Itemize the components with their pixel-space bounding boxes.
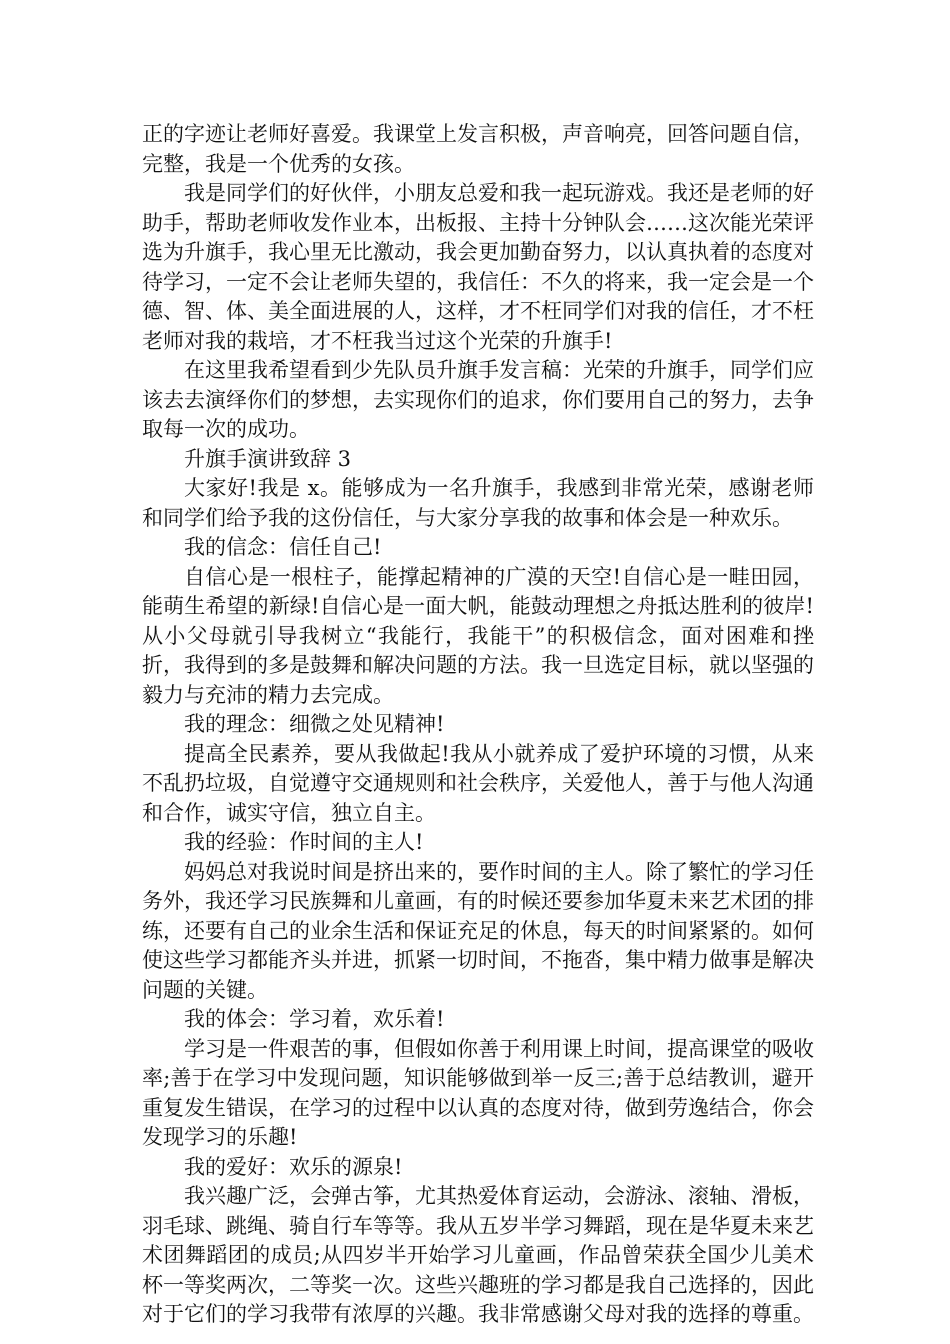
paragraph-hope: 在这里我希望看到少先队员升旗手发言稿：光荣的升旗手，同学们应该去去演绎你们的梦想，去实现你们的追求，你们要用自己的努力，去争取每一次的成功。 bbox=[142, 358, 814, 441]
paragraph-time: 妈妈总对我说时间是挤出来的，要作时间的主人。除了繁忙的学习任务外，我还学习民族舞和儿童画，有的时候还要参加华夏未来艺术团的排练，还要有自己的业余生活和保证充足的休息，每天的时间紧紧的。如何使这些学习都能齐头并进，抓紧一切时间，不拖沓，集中精力做事是解决问题的关键。 bbox=[142, 859, 814, 1002]
subheading-insight: 我的体会：学习着，欢乐着! bbox=[184, 1007, 445, 1031]
paragraph-confidence: 自信心是一根柱子，能撑起精神的广漠的天空!自信心是一畦田园，能萌生希望的新绿!自信心是一面大帆，能鼓动理想之舟抵达胜利的彼岸!从小父母就引导我树立“我能行，我能干”的积极信念，面对困难和挫折，我得到的多是鼓舞和解决问题的方法。我一旦选定目标，就以坚强的毅力与充沛的精力去完成。 bbox=[142, 564, 814, 707]
paragraph-quality: 提高全民素养，要从我做起!我从小就养成了爱护环境的习惯，从来不乱扔垃圾，自觉遵守交通规则和社会秩序，关爱他人，善于与他人沟通和合作，诚实守信，独立自主。 bbox=[142, 741, 814, 825]
paragraph-continuation: 正的字迹让老师好喜爱。我课堂上发言积极，声音响亮，回答问题自信，完整，我是一个优秀的女孩。 bbox=[142, 122, 814, 176]
subheading-philosophy: 我的理念：细微之处见精神! bbox=[184, 712, 445, 736]
subheading-hobbies: 我的爱好：欢乐的源泉! bbox=[184, 1154, 403, 1179]
subheading-belief: 我的信念：信任自己! bbox=[184, 535, 382, 559]
section-heading-speech-3: 升旗手演讲致辞 3 bbox=[184, 446, 352, 471]
paragraph-interests: 我兴趣广泛，会弹古筝，尤其热爱体育运动，会游泳、滚轴、滑板，羽毛球、跳绳、骑自行车等等。我从五岁半学习舞蹈，现在是华夏未来艺术团舞蹈团的成员;从四岁半开始学习儿童画，作品曾荣获全国少儿美术杯一等奖两次，二等奖一次。这些兴趣班的学习都是我自己选择的，因此对于它们的学习我带有浓厚的兴趣。我非常感谢父母对我的选择的尊重。 bbox=[142, 1184, 814, 1326]
paragraph-good-friend: 我是同学们的好伙伴，小朋友总爱和我一起玩游戏。我还是老师的好助手，帮助老师收发作业本，出板报、主持十分钟队会……这次能光荣评选为升旗手，我心里无比激动，我会更加勤奋努力，以认真执着的态度对待学习，一定不会让老师失望的，我信任：不久的将来，我一定会是一个德、智、体、美全面进展的人，这样，才不枉同学们对我的信任，才不枉老师对我的栽培，才不枉我当过这个光荣的升旗手! bbox=[142, 181, 814, 353]
paragraph-greeting: 大家好!我是 x。能够成为一名升旗手，我感到非常光荣，感谢老师和同学们给予我的这份信任，与大家分享我的故事和体会是一种欢乐。 bbox=[142, 476, 814, 530]
document-body bbox=[142, 120, 814, 1330]
subheading-experience: 我的经验：作时间的主人! bbox=[184, 830, 424, 854]
paragraph-learning: 学习是一件艰苦的事，但假如你善于利用课上时间，提高课堂的吸收率;善于在学习中发现问题，知识能够做到举一反三;善于总结教训，避开重复发生错误，在学习的过程中以认真的态度对待，做到劳逸结合，你会发现学习的乐趣! bbox=[142, 1036, 814, 1149]
